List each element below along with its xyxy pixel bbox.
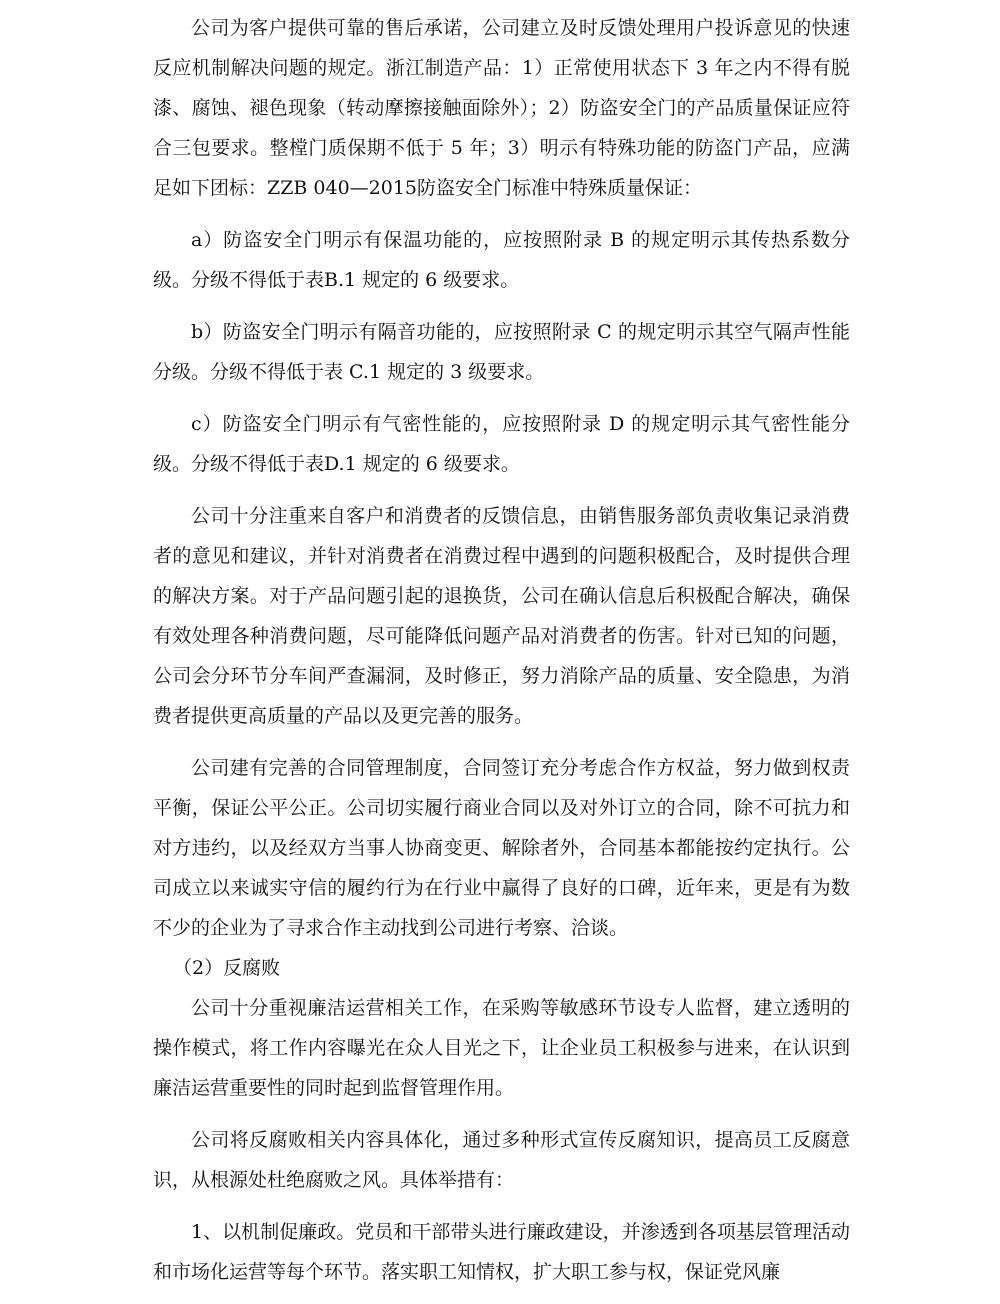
paragraph-anti-corruption-measures: 公司将反腐败相关内容具体化，通过多种形式宣传反腐知识，提高员工反腐意识，从根源处杜绝腐败之风。具体举措有：	[153, 1129, 850, 1191]
paragraph-measure-1: 1、以机制促廉政。党员和干部带头进行廉政建设，并渗透到各项基层管理活动和市场化运营等每个环节。落实职工知情权，扩大职工参与权，保证党风廉	[153, 1221, 850, 1283]
paragraph-clause-a: a）防盗安全门明示有保温功能的，应按照附录 B 的规定明示其传热系数分级。分级不得低于表B.1 规定的 6 级要求。	[153, 229, 850, 291]
document-page	[153, 8, 850, 1304]
paragraph-after-sales: 公司为客户提供可靠的售后承诺，公司建立及时反馈处理用户投诉意见的快速反应机制解决问题的规定。浙江制造产品：1）正常使用状态下 3 年之内不得有脱漆、腐蚀、褪色现象（转动摩擦接触面除外）；2）防盗安全门的产品质量保证应符合三包要求。整樘门质保期不低于 5 年；3）明示有特殊功能的防盗门产品，应满足如下团标：ZZB 040—2015防盗安全门标准中特殊质量保证：	[153, 17, 850, 199]
paragraph-contracts: 公司建有完善的合同管理制度，合同签订充分考虑合作方权益，努力做到权责平衡，保证公平公正。公司切实履行商业合同以及对外订立的合同，除不可抗力和对方违约，以及经双方当事人协商变更、解除者外，合同基本都能按约定执行。公司成立以来诚实守信的履约行为在行业中赢得了良好的口碑，近年来，更是有为数不少的企业为了寻求合作主动找到公司进行考察、洽谈。	[153, 757, 850, 939]
section-heading-anti-corruption: （2）反腐败	[173, 957, 281, 979]
paragraph-clause-b: b）防盗安全门明示有隔音功能的，应按照附录 C 的规定明示其空气隔声性能分级。分级不得低于表 C.1 规定的 3 级要求。	[153, 321, 850, 383]
paragraph-clause-c: c）防盗安全门明示有气密性能的，应按照附录 D 的规定明示其气密性能分级。分级不得低于表D.1 规定的 6 级要求。	[153, 413, 850, 475]
paragraph-feedback: 公司十分注重来自客户和消费者的反馈信息，由销售服务部负责收集记录消费者的意见和建议，并针对消费者在消费过程中遇到的问题积极配合，及时提供合理的解决方案。对于产品问题引起的退换货，公司在确认信息后积极配合解决，确保有效处理各种消费问题，尽可能降低问题产品对消费者的伤害。针对已知的问题，公司会分环节分车间严查漏洞，及时修正，努力消除产品的质量、安全隐患，为消费者提供更高质量的产品以及更完善的服务。	[153, 505, 850, 727]
paragraph-integrity: 公司十分重视廉洁运营相关工作，在采购等敏感环节设专人监督，建立透明的操作模式，将工作内容曝光在众人目光之下，让企业员工积极参与进来，在认识到廉洁运营重要性的同时起到监督管理作用。	[153, 997, 850, 1099]
